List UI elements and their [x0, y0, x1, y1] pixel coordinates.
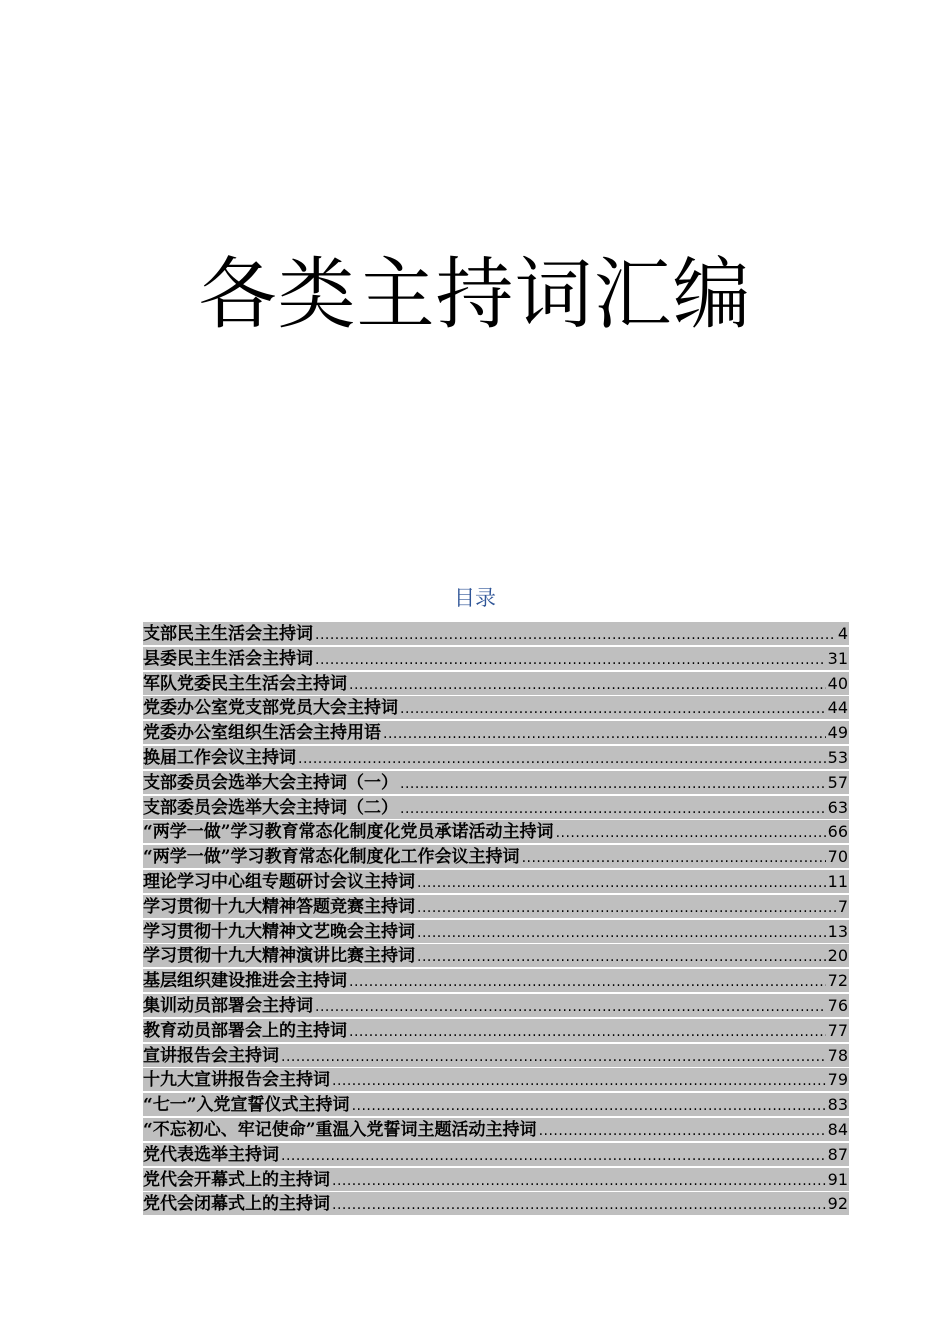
toc-entry-label: “七一”入党宣誓仪式主持词 [143, 1095, 350, 1116]
document-title: 各类主持词汇编 [198, 250, 752, 341]
toc-entry-label: 学习贯彻十九大精神答题竞赛主持词 [143, 896, 415, 917]
toc-dot-leader [281, 1145, 826, 1166]
toc-entry-page-number: 63 [827, 797, 848, 817]
toc-entry-page-number: 7 [837, 896, 848, 916]
toc-entry[interactable] [143, 647, 849, 670]
toc-entry-page-number: 77 [827, 1020, 848, 1040]
toc-entry-label: 教育动员部署会上的主持词 [143, 1020, 347, 1041]
toc-entry-page-number: 91 [827, 1169, 848, 1189]
toc-entry-label: 党委办公室党支部党员大会主持词 [143, 698, 398, 719]
toc-entry-label: 党委办公室组织生活会主持用语 [143, 723, 381, 744]
toc-dot-leader [332, 1194, 826, 1215]
toc-dot-leader [400, 773, 826, 794]
toc-entry-label: 党代会开幕式上的主持词 [143, 1169, 330, 1190]
toc-dot-leader [315, 624, 836, 645]
toc-entry-label: 十九大宣讲报告会主持词 [143, 1070, 330, 1091]
toc-entry[interactable] [143, 796, 849, 819]
toc-entry[interactable] [143, 622, 849, 645]
toc-entry-page-number: 4 [837, 624, 848, 643]
toc-dot-leader [400, 798, 826, 819]
toc-entry-label: 军队党委民主生活会主持词 [143, 673, 347, 694]
toc-entry-page-number: 83 [827, 1095, 848, 1115]
toc-entry[interactable] [143, 1192, 849, 1215]
toc-entry-label: 支部民主生活会主持词 [143, 624, 313, 644]
toc-entry-page-number: 57 [827, 772, 848, 792]
toc-dot-leader [349, 674, 826, 695]
toc-entry-label: “两学一做”学习教育常态化制度化工作会议主持词 [143, 847, 520, 868]
toc-entry[interactable] [143, 1044, 849, 1067]
toc-entry[interactable] [143, 771, 849, 794]
toc-dot-leader [332, 1070, 826, 1091]
toc-entry-label: 党代表选举主持词 [143, 1144, 279, 1165]
toc-dot-leader [349, 971, 826, 992]
toc-dot-leader [332, 1170, 826, 1191]
toc-entry-page-number: 20 [827, 946, 848, 966]
toc-entry-page-number: 78 [827, 1045, 848, 1065]
toc-entry-page-number: 87 [827, 1144, 848, 1164]
toc-entry-page-number: 92 [827, 1194, 848, 1214]
toc-entry-label: 集训动员部署会主持词 [143, 995, 313, 1016]
toc-entry[interactable] [143, 696, 849, 719]
toc-entry[interactable] [143, 672, 849, 695]
toc-entry-page-number: 31 [827, 648, 848, 668]
toc-entry-label: 理论学习中心组专题研讨会议主持词 [143, 871, 415, 892]
toc-dot-leader [315, 996, 826, 1017]
toc-entry-label: 支部委员会选举大会主持词（二） [143, 797, 398, 818]
toc-entry-label: 基层组织建设推进会主持词 [143, 971, 347, 992]
toc-entry-label: 学习贯彻十九大精神演讲比赛主持词 [143, 946, 415, 967]
toc-entry[interactable] [143, 944, 849, 967]
toc-entry[interactable] [143, 994, 849, 1017]
toc-entry[interactable] [143, 1068, 849, 1091]
toc-entry-label: 学习贯彻十九大精神文艺晚会主持词 [143, 921, 415, 942]
toc-dot-leader [298, 748, 826, 769]
toc-entry-page-number: 84 [827, 1119, 848, 1139]
toc-entry[interactable] [143, 845, 849, 868]
toc-entry[interactable] [143, 920, 849, 943]
toc-entry-label: 县委民主生活会主持词 [143, 648, 313, 669]
toc-dot-leader [281, 1046, 826, 1067]
toc-entry-page-number: 11 [827, 871, 848, 891]
toc-dot-leader [539, 1120, 826, 1141]
toc-entry-label: 宣讲报告会主持词 [143, 1045, 279, 1066]
toc-entry-label: “两学一做”学习教育常态化制度化党员承诺活动主持词 [143, 822, 554, 843]
toc-entry[interactable] [143, 820, 849, 843]
toc-heading: 目录 [454, 586, 496, 610]
toc-dot-leader [349, 1021, 826, 1042]
toc-dot-leader [417, 922, 826, 943]
toc-dot-leader [400, 698, 826, 719]
toc-entry[interactable] [143, 1019, 849, 1042]
toc-entry-label: 换届工作会议主持词 [143, 747, 296, 768]
toc-entry[interactable] [143, 895, 849, 918]
toc-entry[interactable] [143, 1168, 849, 1191]
toc-entry-page-number: 13 [827, 921, 848, 941]
toc-entry[interactable] [143, 969, 849, 992]
toc-entry-label: 党代会闭幕式上的主持词 [143, 1194, 330, 1215]
toc-entry-page-number: 49 [827, 723, 848, 743]
toc-entry[interactable] [143, 1093, 849, 1116]
toc-dot-leader [417, 946, 826, 967]
toc-dot-leader [383, 723, 826, 744]
toc-entry-page-number: 53 [827, 747, 848, 767]
toc-entry-page-number: 66 [827, 822, 848, 842]
toc-entry-page-number: 72 [827, 971, 848, 991]
table-of-contents [143, 622, 849, 1217]
toc-entry-page-number: 44 [827, 698, 848, 718]
toc-entry-page-number: 79 [827, 1070, 848, 1090]
toc-dot-leader [556, 822, 826, 843]
toc-dot-leader [417, 897, 836, 918]
toc-entry[interactable] [143, 721, 849, 744]
toc-entry-page-number: 70 [827, 847, 848, 867]
toc-entry-page-number: 40 [827, 673, 848, 693]
toc-entry-page-number: 76 [827, 995, 848, 1015]
toc-dot-leader [417, 872, 826, 893]
toc-entry[interactable] [143, 1118, 849, 1141]
toc-dot-leader [315, 649, 826, 670]
toc-dot-leader [352, 1095, 826, 1116]
toc-entry[interactable] [143, 1143, 849, 1166]
toc-entry-label: 支部委员会选举大会主持词（一） [143, 772, 398, 793]
toc-entry[interactable] [143, 870, 849, 893]
toc-dot-leader [522, 847, 826, 868]
toc-entry[interactable] [143, 746, 849, 769]
toc-entry-label: “不忘初心、牢记使命”重温入党誓词主题活动主持词 [143, 1119, 537, 1140]
